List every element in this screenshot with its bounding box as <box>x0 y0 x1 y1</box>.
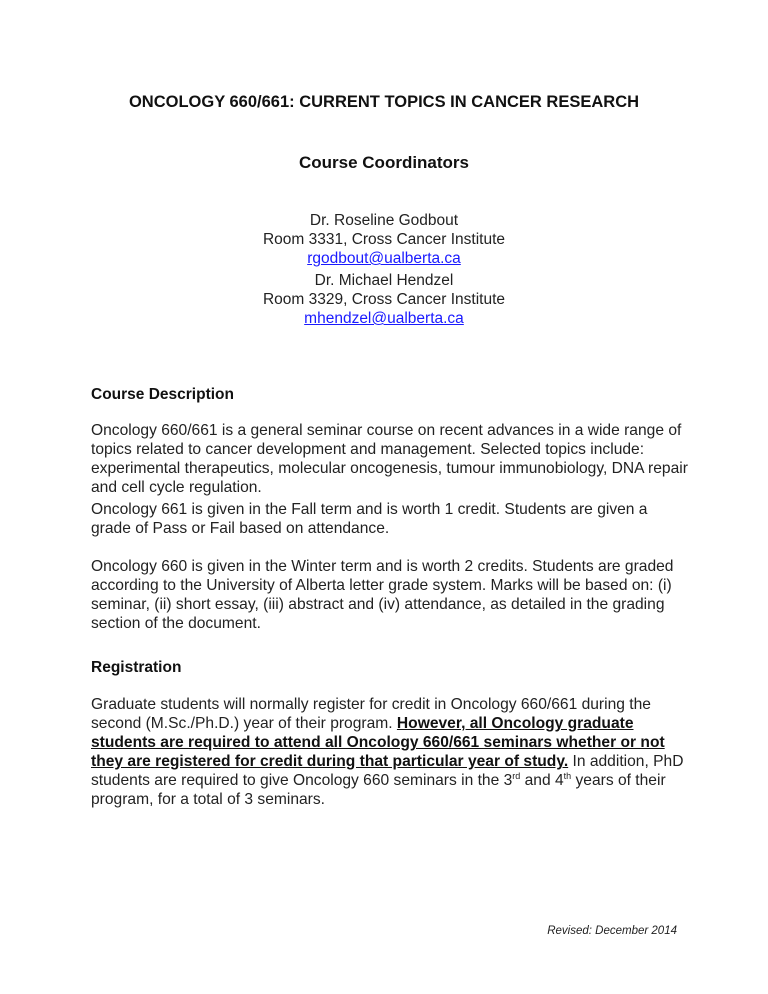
coordinator-room: Room 3331, Cross Cancer Institute <box>262 231 506 248</box>
coordinator-room: Room 3329, Cross Cancer Institute <box>262 291 506 308</box>
coordinator-block <box>91 271 677 328</box>
description-paragraph: Oncology 660 is given in the Winter term and is worth 2 credits. Students are graded according to the University of Alberta letter grade system. Marks will be based on: (i) seminar, (ii) short essay, (iii) abstract and (iv) attendance, as detailed in the grading section of the document. <box>91 558 674 632</box>
coordinator-email-link[interactable]: mhendzel@ualberta.ca <box>304 310 464 327</box>
coordinator-name: Dr. Michael Hendzel <box>314 272 454 289</box>
registration-text: years of their program, for a total of 3 seminars. <box>91 772 666 808</box>
superscript: rd <box>512 771 521 781</box>
registration-text: Graduate students will normally register for credit in Oncology 660/661 during the second (M.Sc./Ph.D.) year of their program. <box>91 696 651 732</box>
registration-paragraph <box>91 695 691 809</box>
document-title: ONCOLOGY 660/661: CURRENT TOPICS IN CANCER RESEARCH <box>128 93 640 111</box>
revised-date: Revised: December 2014 <box>547 925 677 937</box>
coordinator-name: Dr. Roseline Godbout <box>309 212 459 229</box>
registration-heading: Registration <box>91 659 182 676</box>
registration-text: In addition, PhD students are required to give Oncology 660 seminars in the 3 <box>91 753 684 789</box>
coordinators-heading: Course Coordinators <box>298 153 470 172</box>
coordinator-block <box>91 211 677 268</box>
description-paragraph: Oncology 661 is given in the Fall term and is worth 1 credit. Students are given a grade of Pass or Fail based on attendance. <box>91 501 648 537</box>
superscript: th <box>563 771 572 781</box>
course-description-heading: Course Description <box>91 386 234 403</box>
registration-emphasis: However, all Oncology graduate students are required to attend all Oncology 660/661 seminars whether or not they are registered for credit during that particular year of study. <box>91 715 665 770</box>
description-paragraph: Oncology 660/661 is a general seminar course on recent advances in a wide range of topics related to cancer development and management. Selected topics include: experimental therapeutics, molecular oncogenesis, tumour immunobiology, DNA repair and cell cycle regulation. <box>91 422 688 496</box>
coordinator-email-link[interactable]: rgodbout@ualberta.ca <box>307 250 461 267</box>
registration-text: and 4 <box>520 772 564 789</box>
